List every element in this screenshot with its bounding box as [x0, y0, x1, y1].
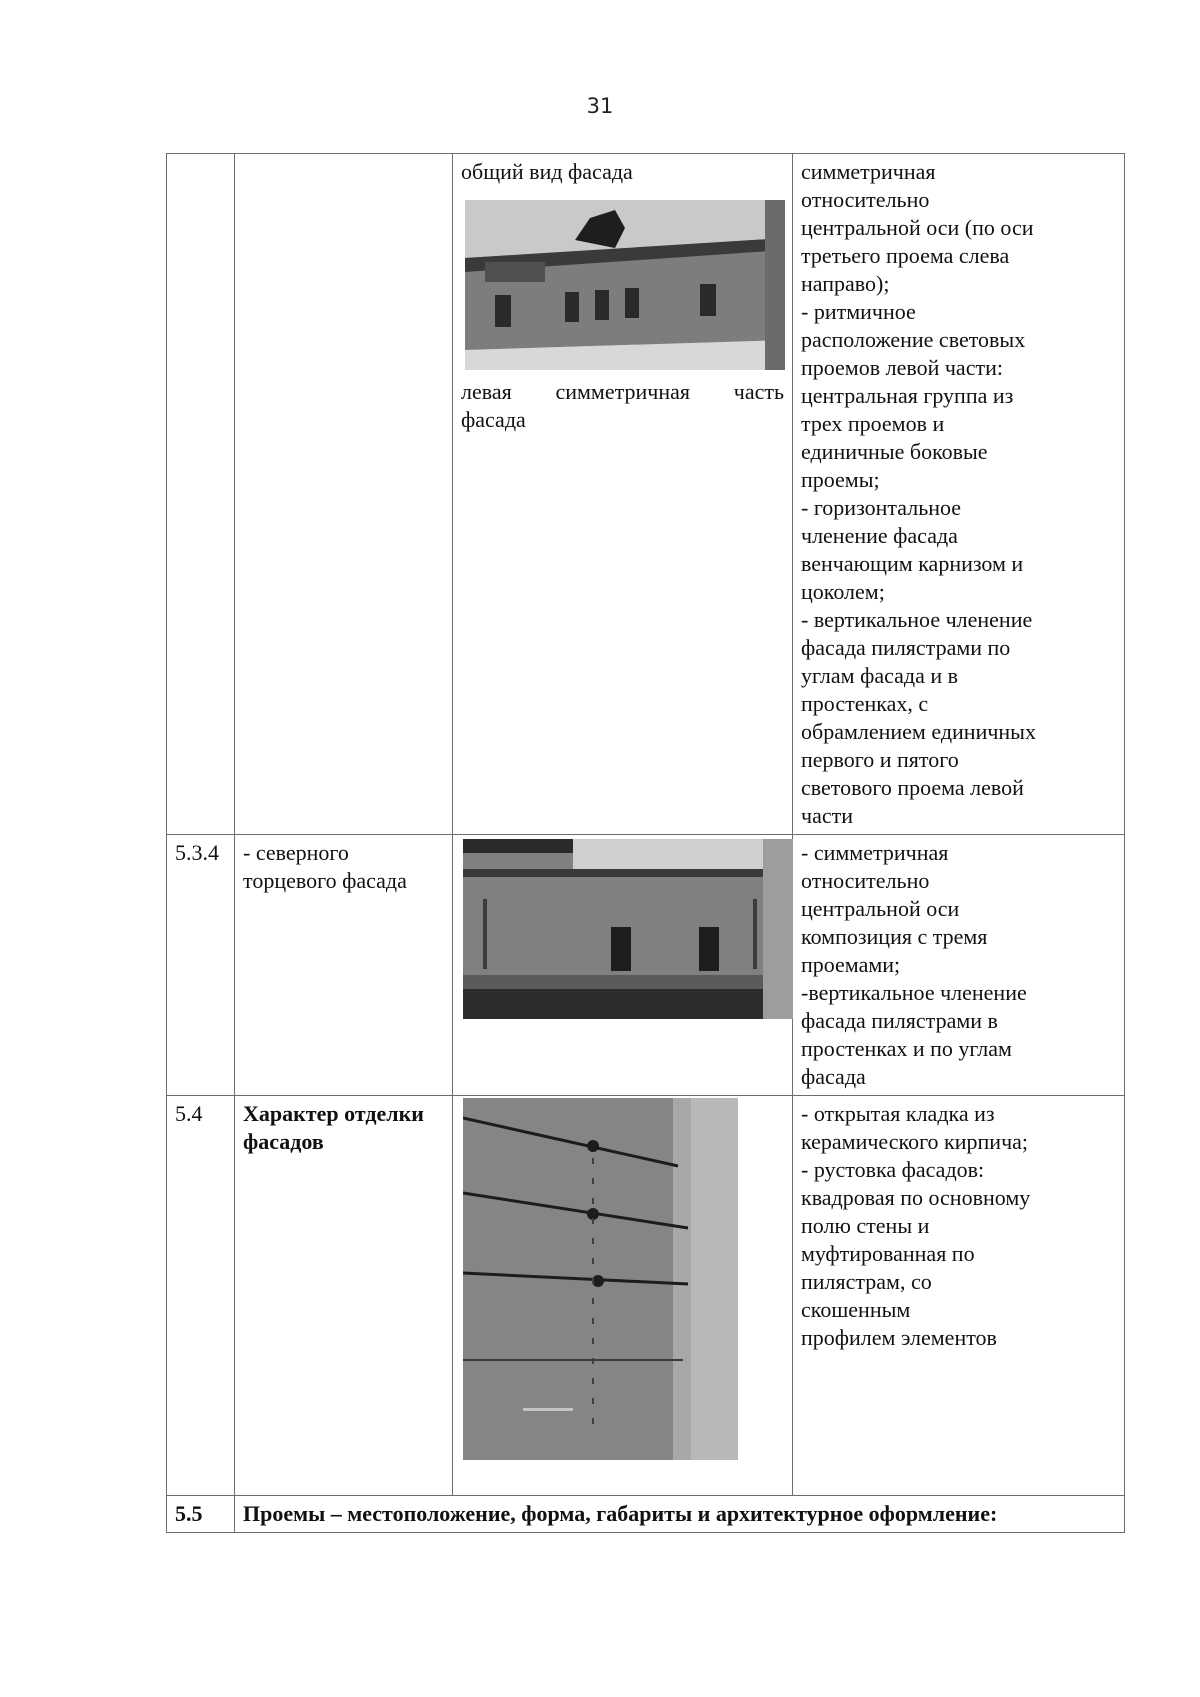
description-line: фасада пилястрами по	[801, 635, 1011, 660]
description-line: -вертикальное членение	[801, 980, 1027, 1005]
building-facade-photo-icon	[465, 200, 785, 370]
section-heading: Проемы – местоположение, форма, габариты и архитектурное оформление:	[235, 1496, 1125, 1533]
description-line: части	[801, 803, 853, 828]
description-line: композиция с тремя	[801, 924, 988, 949]
description-line: проемами;	[801, 952, 901, 977]
page-number: 31	[586, 94, 614, 118]
description-line: цоколем;	[801, 579, 885, 604]
description-line: скошенным	[801, 1297, 911, 1322]
description-line: направо);	[801, 271, 890, 296]
row-image-cell	[453, 1096, 793, 1496]
description-line: обрамлением единичных	[801, 719, 1036, 744]
description-line: членение фасада	[801, 523, 958, 548]
row-name-cell	[235, 1096, 453, 1496]
description-line: центральной оси	[801, 896, 960, 921]
description-line: углам фасада и в	[801, 663, 959, 688]
description-line: муфтированная по	[801, 1241, 975, 1266]
table-row	[167, 835, 1125, 1096]
description-line: центральная группа из	[801, 383, 1014, 408]
description-line: профилем элементов	[801, 1325, 997, 1350]
row-name-line: Характер отделки	[243, 1101, 424, 1126]
description-line: - ритмичное	[801, 299, 916, 324]
row-image-cell	[453, 835, 793, 1096]
description-line: первого и пятого	[801, 747, 959, 772]
description-line: простенках, с	[801, 691, 929, 716]
description-line: полю стены и	[801, 1213, 930, 1238]
row-number-cell	[167, 154, 235, 835]
description-line: трех проемов и	[801, 411, 945, 436]
row-number-cell: 5.3.4	[167, 835, 235, 1096]
row-name-cell	[235, 835, 453, 1096]
description-line: пилястрам, со	[801, 1269, 932, 1294]
description-line: светового проема левой	[801, 775, 1024, 800]
description-line: третьего проема слева	[801, 243, 1010, 268]
row-description-cell	[793, 1096, 1125, 1496]
image-caption-bottom-tail: фасада	[461, 407, 526, 432]
description-line: симметричная	[801, 159, 936, 184]
row-name-line: торцевого фасада	[243, 868, 407, 893]
description-line: - горизонтальное	[801, 495, 962, 520]
row-image-cell	[453, 154, 793, 835]
row-name-line: фасадов	[243, 1129, 324, 1154]
description-line: - симметричная	[801, 840, 949, 865]
description-line: относительно	[801, 187, 930, 212]
description-line: проемов левой части:	[801, 355, 1003, 380]
description-line: венчающим карнизом и	[801, 551, 1024, 576]
table-row	[167, 1096, 1125, 1496]
document-table	[166, 153, 1125, 1533]
row-name-line: - северного	[243, 840, 349, 865]
row-description-cell	[793, 154, 1125, 835]
description-line: относительно	[801, 868, 930, 893]
row-description-cell	[793, 835, 1125, 1096]
description-line: фасада пилястрами в	[801, 1008, 998, 1033]
row-number-cell: 5.5	[167, 1496, 235, 1533]
image-caption-top: общий вид фасада	[461, 159, 633, 184]
description-line: - рустовка фасадов:	[801, 1157, 985, 1182]
description-line: - вертикальное членение	[801, 607, 1033, 632]
description-line: центральной оси (по оси	[801, 215, 1034, 240]
row-name-cell	[235, 154, 453, 835]
row-number-cell: 5.4	[167, 1096, 235, 1496]
image-caption-bottom: левая симметричная часть	[461, 379, 784, 404]
description-line: квадровая по основному	[801, 1185, 1031, 1210]
description-line: - открытая кладка из	[801, 1101, 995, 1126]
description-line: фасада	[801, 1064, 866, 1089]
description-line: расположение световых	[801, 327, 1026, 352]
north-end-facade-photo-icon	[463, 839, 793, 1019]
description-line: единичные боковые	[801, 439, 988, 464]
description-line: проемы;	[801, 467, 880, 492]
table-row	[167, 154, 1125, 835]
description-line: керамического кирпича;	[801, 1129, 1029, 1154]
description-line: простенках и по углам	[801, 1036, 1012, 1061]
table-row	[167, 1496, 1125, 1533]
brick-rustication-photo-icon	[463, 1098, 738, 1460]
